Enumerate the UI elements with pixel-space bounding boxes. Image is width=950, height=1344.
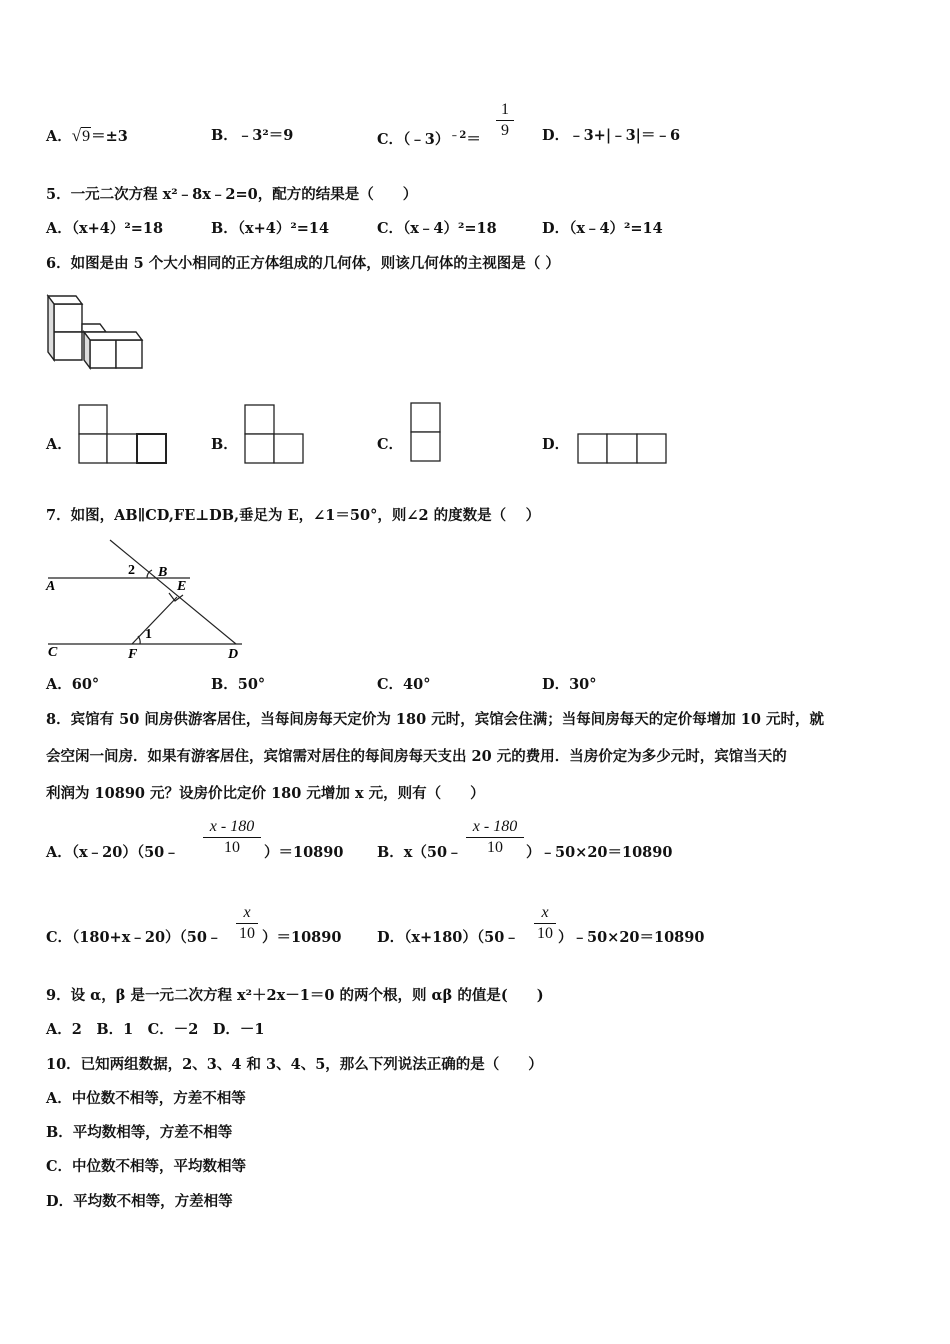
q7-option-c: C．40° [377, 676, 431, 693]
label-d: D [228, 647, 239, 662]
q8-option-a-fraction [203, 818, 261, 857]
q4-option-c [377, 126, 481, 150]
q10-stem: 10．已知两组数据，2、3、4 和 3、4、5，那么下列说法正确的是（ ） [46, 1056, 543, 1073]
angle-1-arc [138, 636, 140, 644]
q6-stem: 6．如图是由 5 个大小相同的正方体组成的几何体，则该几何体的主视图是（ ） [46, 255, 560, 272]
label-angle-1: 1 [145, 627, 152, 642]
label-a: A [46, 579, 56, 594]
q8-option-c-prefix: C．（180+x﹣20）（50﹣ [46, 929, 222, 946]
q4-option-d: D．﹣3+|﹣3|＝﹣6 [542, 127, 681, 144]
q4-option-c-label: C．（﹣3） [377, 130, 450, 148]
q4-option-c-eq: ＝ [466, 130, 481, 148]
q7-option-a: A．60° [46, 676, 100, 693]
q6-option-b: B． [211, 436, 238, 453]
q8-option-b-prefix: B．x（50﹣ [377, 844, 462, 861]
q6-option-a: A． [46, 436, 72, 453]
q4-option-b: B．﹣3²＝9 [211, 127, 294, 144]
q8-option-c-numerator: x [243, 904, 251, 921]
q8-option-b-denominator: 10 [487, 839, 503, 856]
q6-option-c-view [410, 402, 442, 464]
q10-option-b: B．平均数相等，方差不相等 [46, 1124, 233, 1141]
q5-option-b: B．（x+4）²=14 [211, 220, 330, 237]
q8-option-d-fraction [534, 904, 556, 943]
q6-option-b-view [244, 404, 306, 466]
q4-option-c-fraction [496, 101, 514, 140]
q10-option-c: C．中位数不相等，平均数相等 [46, 1158, 247, 1175]
q6-solid-figure [46, 292, 146, 372]
line-db [110, 540, 236, 644]
q4-option-a: A．√9＝±3 [46, 126, 128, 145]
q8-option-c-denominator: 10 [239, 925, 255, 942]
q8-option-c-fraction [236, 904, 258, 943]
q7-geometry-figure [44, 538, 254, 662]
label-c: C [48, 645, 58, 660]
q5-stem: 5．一元二次方程 x²﹣8x﹣2=0，配方的结果是（ ） [46, 186, 418, 203]
q7-option-b: B．50° [211, 676, 266, 693]
q4-option-c-numerator: 1 [501, 101, 509, 118]
q8-option-a-suffix: ）＝10890 [264, 844, 344, 861]
q4-option-c-denominator: 9 [501, 122, 509, 139]
q4-option-a-label: A． [46, 128, 72, 145]
q10-option-d: D．平均数不相等，方差相等 [46, 1193, 233, 1210]
label-e: E [177, 579, 187, 594]
q8-option-a-denominator: 10 [224, 839, 240, 856]
q6-option-d: D． [542, 436, 570, 453]
q7-option-d: D．30° [542, 676, 597, 693]
q8-stem-line-1: 8．宾馆有 50 间房供游客居住，当每间房每天定价为 180 元时，宾馆会住满；当每间房每天的定价每增加 10 元时，就 [46, 711, 824, 728]
q5-option-d: D．（x﹣4）²=14 [542, 220, 663, 237]
q6-option-d-view [577, 433, 669, 465]
q4-option-a-radicand: 9 [82, 128, 91, 145]
q6-option-c: C． [377, 436, 404, 453]
q8-option-b-numerator: x - 180 [472, 818, 518, 835]
q4-option-a-rest: ＝±3 [91, 128, 128, 145]
q8-option-a-numerator: x - 180 [209, 818, 255, 835]
q9-stem: 9．设 α，β 是一元二次方程 x²＋2x－1＝0 的两个根，则 αβ 的值是( ) [46, 987, 544, 1004]
q8-option-b-suffix: ）﹣50×20＝10890 [526, 844, 673, 861]
q7-stem: 7．如图，AB∥CD,FE⊥DB,垂足为 E，∠1＝50°，则∠2 的度数是（ ） [46, 507, 541, 524]
q8-option-a-prefix: A．（x﹣20）（50﹣ [46, 844, 179, 861]
label-angle-2: 2 [128, 563, 135, 578]
q9-options: A．2 B．1 C．－2 D．－1 [46, 1021, 265, 1038]
q8-stem-line-3: 利润为 10890 元？设房价比定价 180 元增加 x 元，则有（ ） [46, 785, 485, 802]
q8-option-d-numerator: x [541, 904, 549, 921]
q8-option-c-suffix: ）＝10890 [262, 929, 342, 946]
q5-option-c: C．（x﹣4）²=18 [377, 220, 497, 237]
q6-option-a-view [78, 404, 168, 466]
q4-option-c-exponent: ﹣2 [449, 130, 467, 141]
label-b: B [158, 565, 168, 580]
q8-option-d-denominator: 10 [537, 925, 553, 942]
q10-option-a: A．中位数不相等，方差不相等 [46, 1090, 246, 1107]
q8-option-d-suffix: ）﹣50×20＝10890 [558, 929, 705, 946]
label-f: F [128, 647, 138, 662]
q8-option-d-prefix: D．（x+180）（50﹣ [377, 929, 519, 946]
q8-option-b-fraction [466, 818, 524, 857]
q8-stem-line-2: 会空闲一间房．如果有游客居住，宾馆需对居住的每间房每天支出 20 元的费用．当房价定为多少元时，宾馆当天的 [46, 748, 787, 765]
q5-option-a: A．（x+4）²=18 [46, 220, 164, 237]
